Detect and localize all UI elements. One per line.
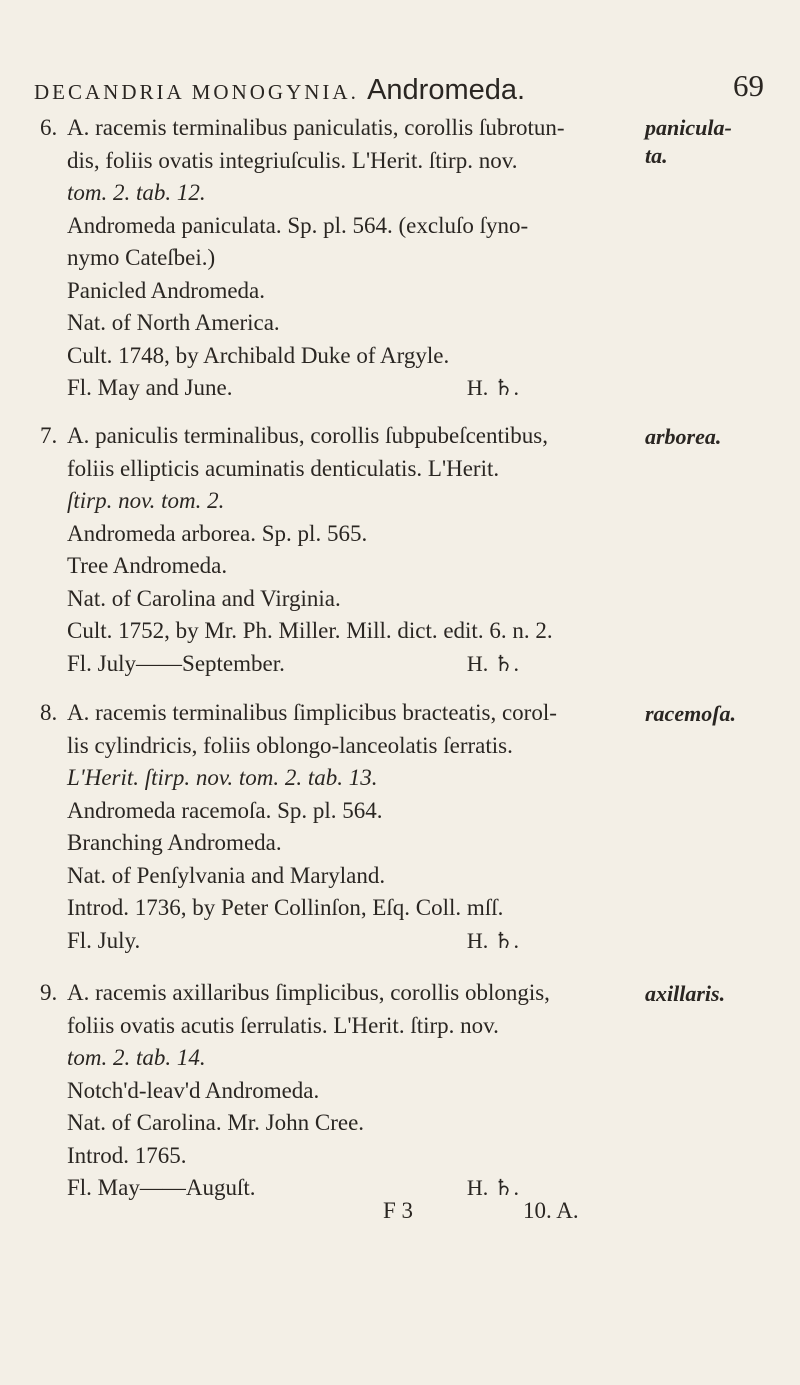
entry-number: 7.: [40, 423, 58, 448]
side-name-racemosa: [645, 700, 736, 728]
reference-line: L'Herit. ſtirp. nov. tom. 2. tab. 13.: [67, 765, 378, 790]
native-line: Nat. of North America.: [67, 310, 280, 335]
species-entry-6: [40, 112, 620, 405]
species-entry-9: [40, 977, 620, 1205]
species-entry-8: [40, 697, 620, 957]
introduction-line: Introd. 1765.: [67, 1142, 187, 1168]
genus-name: Andromeda.: [367, 74, 526, 106]
flowering-row: [40, 648, 519, 681]
diagnosis-line: foliis ellipticis acuminatis denticulatis. L'Herit.: [67, 455, 500, 481]
page-number: 69: [733, 68, 764, 103]
class-order: DECANDRIA MONOGYNIA.: [34, 80, 359, 104]
hardiness-shrub-mark: H. ♄.: [466, 1175, 519, 1200]
flowering-row: [40, 372, 519, 405]
reference-line: tom. 2. tab. 14.: [67, 1045, 206, 1070]
synonym-line: Andromeda racemoſa. Sp. pl. 564.: [67, 797, 383, 823]
native-line: Nat. of Carolina. Mr. John Cree.: [67, 1110, 365, 1135]
flowering-line: Fl. May and June.: [67, 375, 233, 400]
diagnosis-line: A. racemis axillaribus ſimplicibus, corollis oblongis,: [67, 980, 550, 1005]
common-name: Branching Andromeda.: [67, 830, 282, 855]
common-name: Panicled Andromeda.: [67, 277, 266, 303]
catchword: 10. A.: [523, 1198, 579, 1223]
reference-line: tom. 2. tab. 12.: [67, 180, 206, 205]
side-name-line: panicula-: [645, 115, 732, 140]
native-line: Nat. of Penſylvania and Maryland.: [67, 862, 386, 888]
running-header: [34, 66, 764, 106]
synonym-line: nymo Cateſbei.): [67, 245, 216, 270]
diagnosis-line: A. racemis terminalibus ſimplicibus bracteatis, corol-: [67, 700, 557, 725]
side-name-line: arborea.: [645, 424, 722, 449]
diagnosis-line: foliis ovatis acutis ſerrulatis. L'Herit. ſtirp. nov.: [67, 1012, 499, 1038]
cultivation-line: Cult. 1748, by Archibald Duke of Argyle.: [67, 342, 450, 368]
entry-number: 9.: [40, 980, 58, 1005]
introduction-line: Introd. 1736, by Peter Collinſon, Eſq. Coll. mſſ.: [67, 895, 504, 920]
species-entry-7: [40, 420, 620, 680]
side-name-line: racemoſa.: [645, 701, 737, 726]
common-name: Tree Andromeda.: [67, 553, 228, 578]
signature-mark: F 3: [383, 1198, 414, 1223]
synonym-line: Andromeda paniculata. Sp. pl. 564. (excluſo ſyno-: [67, 212, 529, 238]
entry-number: 6.: [40, 115, 58, 140]
entry-number: 8.: [40, 700, 58, 725]
flowering-row: [40, 925, 519, 958]
hardiness-shrub-mark: H. ♄.: [466, 375, 519, 400]
diagnosis-line: lis cylindricis, foliis oblongo-lanceolatis ſerratis.: [67, 732, 513, 758]
hardiness-shrub-mark: H. ♄.: [466, 927, 519, 953]
flowering-line: Fl. July——September.: [67, 650, 285, 676]
header-title: [34, 74, 525, 107]
diagnosis-line: dis, foliis ovatis integriuſculis. L'Herit. ſtirp. nov.: [67, 147, 518, 173]
flowering-line: Fl. May——Auguſt.: [67, 1175, 256, 1200]
reference-line: ſtirp. nov. tom. 2.: [67, 488, 225, 513]
side-name-line: axillaris.: [645, 981, 726, 1006]
side-name-axillaris: [645, 980, 725, 1008]
synonym-line: Andromeda arborea. Sp. pl. 565.: [67, 520, 368, 546]
hardiness-shrub-mark: H. ♄.: [466, 650, 519, 676]
cultivation-line: Cult. 1752, by Mr. Ph. Miller. Mill. dict. edit. 6. n. 2.: [67, 618, 553, 643]
side-name-paniculata: [645, 114, 732, 170]
flowering-line: Fl. July.: [67, 927, 141, 953]
diagnosis-line: A. paniculis terminalibus, corollis ſubpubeſcentibus,: [67, 423, 549, 448]
side-name-line: ta.: [645, 143, 668, 168]
diagnosis-line: A. racemis terminalibus paniculatis, corollis ſubrotun-: [67, 115, 565, 140]
common-name: Notch'd-leav'd Andromeda.: [67, 1077, 320, 1103]
side-name-arborea: [645, 423, 721, 451]
flowering-row: [40, 1172, 519, 1205]
native-line: Nat. of Carolina and Virginia.: [67, 585, 341, 611]
